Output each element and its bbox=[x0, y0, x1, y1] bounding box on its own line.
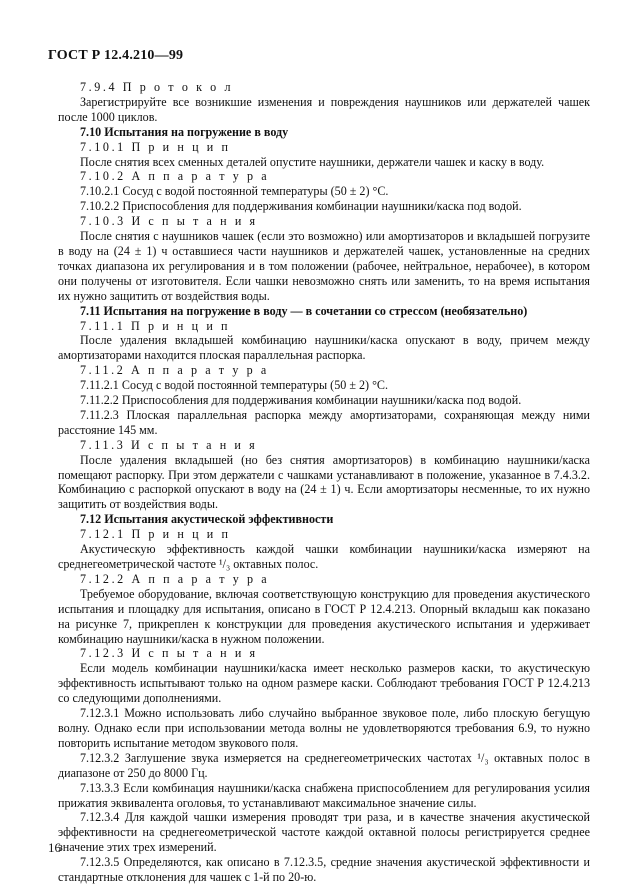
subsection-heading: 7.11.2 А п п а р а т у р а bbox=[80, 363, 269, 378]
document-header: ГОСТ Р 12.4.210—99 bbox=[48, 48, 184, 63]
paragraph: Требуемое оборудование, включая соответствующую конструкцию для проведения акустического испытания и площадку для испытания, описано в ГОСТ Р 12.4.213. Опорный вкладыш как показано на рисунке 7, прикреплен к конструкции для проведения акустического испытания и удерживает комбинацию наушники/каска в нужном положении. bbox=[58, 586, 590, 646]
paragraph: 7.11.2.2 Приспособления для поддерживания комбинации наушники/каска под водой. bbox=[80, 393, 522, 408]
section-heading: 7.10 Испытания на погружение в воду bbox=[80, 124, 289, 139]
paragraph: 7.12.3.2 Заглушение звука измеряется на среднегеометрических частотах ¹/₃ октавных полос в диапазоне от 250 до 8000 Гц. bbox=[58, 750, 590, 780]
subsection-heading: 7.10.3 И с п ы т а н и я bbox=[80, 214, 258, 229]
paragraph: Зарегистрируйте все возникшие изменения и повреждения наушников или держателей чашек после 1000 циклов. bbox=[58, 94, 590, 124]
subsection-heading: 7.10.2 А п п а р а т у р а bbox=[80, 169, 270, 184]
section-heading: 7.11 Испытания на погружение в воду — в сочетании со стрессом (необязательно) bbox=[80, 303, 528, 318]
page-number: 16 bbox=[48, 840, 61, 855]
subsection-heading: 7.9.4 П р о т о к о л bbox=[80, 80, 234, 94]
paragraph: 7.10.2.2 Приспособления для поддерживания комбинации наушники/каска под водой. bbox=[80, 199, 522, 214]
paragraph: 7.12.3.4 Для каждой чашки измерения проводят три раза, и в качестве значения акустической эффективности на среднегеометрической частоте каждой октавной полосы регистрируется среднее значение этих трех измерений. bbox=[58, 810, 590, 855]
subsection-heading: 7.12.2 А п п а р а т у р а bbox=[80, 571, 270, 586]
paragraph: 7.12.3.5 Определяются, как описано в 7.12.3.5, средние значения акустической эффективности и стандартные отклонения для чашек с 1-й по 20-ю. bbox=[58, 855, 590, 885]
paragraph: После удаления вкладышей (но без снятия амортизаторов) в комбинацию наушники/каска помещают распорку. При этом держатели с чашками устанавливают в положение, указанное в 7.4.3.2. Комбинацию с распоркой опускают в воду на (24 ± 1) ч. Если амортизаторы несменные, то их нужно защитить от воздействия воды. bbox=[58, 452, 590, 512]
section-heading: 7.12 Испытания акустической эффективности bbox=[80, 512, 334, 527]
paragraph: После удаления вкладышей комбинацию наушники/каска опускают в воду, причем между амортизаторами находится плоская параллельная распорка. bbox=[58, 333, 590, 363]
paragraph: После снятия всех сменных деталей опустите наушники, держатели чашек и каску в воду. bbox=[80, 154, 545, 169]
paragraph: 7.11.2.1 Сосуд с водой постоянной температуры (50 ± 2) °С. bbox=[80, 378, 388, 393]
paragraph: 7.10.2.1 Сосуд с водой постоянной температуры (50 ± 2) °С. bbox=[80, 184, 389, 199]
paragraph: Если модель комбинации наушники/каска имеет несколько размеров каски, то акустическую эффективность испытывают только на одном размере каски. Соблюдают требования ГОСТ Р 12.4.213 со следующими дополнениями. bbox=[58, 661, 590, 706]
document-body bbox=[58, 80, 590, 885]
subsection-heading: 7.11.3 И с п ы т а н и я bbox=[80, 437, 258, 452]
subsection-heading: 7.12.1 П р и н ц и п bbox=[80, 527, 231, 542]
paragraph: 7.13.3.3 Если комбинация наушники/каска снабжена приспособлением для регулирования усилия прижатия эквивалента оголовья, то устанавливают максимальное значение силы. bbox=[58, 780, 590, 810]
paragraph: 7.12.3.1 Можно использовать либо случайно выбранное звуковое поле, либо плоскую бегущую волну. Однако если при использовании метода волны не удовлетворяются требования 6.9, то нужно повторить испытание методом звукового поля. bbox=[58, 706, 590, 750]
paragraph: После снятия с наушников чашек (если это возможно) или амортизаторов и вкладышей погрузите в воду на (24 ± 1) ч оставшиеся части наушников и держателей чашек, установленные на средних точках диапазона их регулирования и в том положении (рабочее, нейтральное, нерабочее), в котором они получены от изготовителя. Если чашки невозможно снять или заменить, то на время испытания их нужно защитить от воздействия воды. bbox=[58, 229, 590, 303]
subsection-heading: 7.11.1 П р и н ц и п bbox=[80, 318, 231, 333]
subsection-heading: 7.10.1 П р и н ц и п bbox=[80, 139, 231, 154]
paragraph: Акустическую эффективность каждой чашки комбинации наушники/каска измеряют на среднегеометрической частоте ¹/₃ октавных полос. bbox=[58, 542, 590, 571]
paragraph: 7.11.2.3 Плоская параллельная распорка между амортизаторами, сохраняющая между ними расстояние 145 мм. bbox=[58, 407, 590, 437]
subsection-heading: 7.12.3 И с п ы т а н и я bbox=[80, 646, 258, 661]
